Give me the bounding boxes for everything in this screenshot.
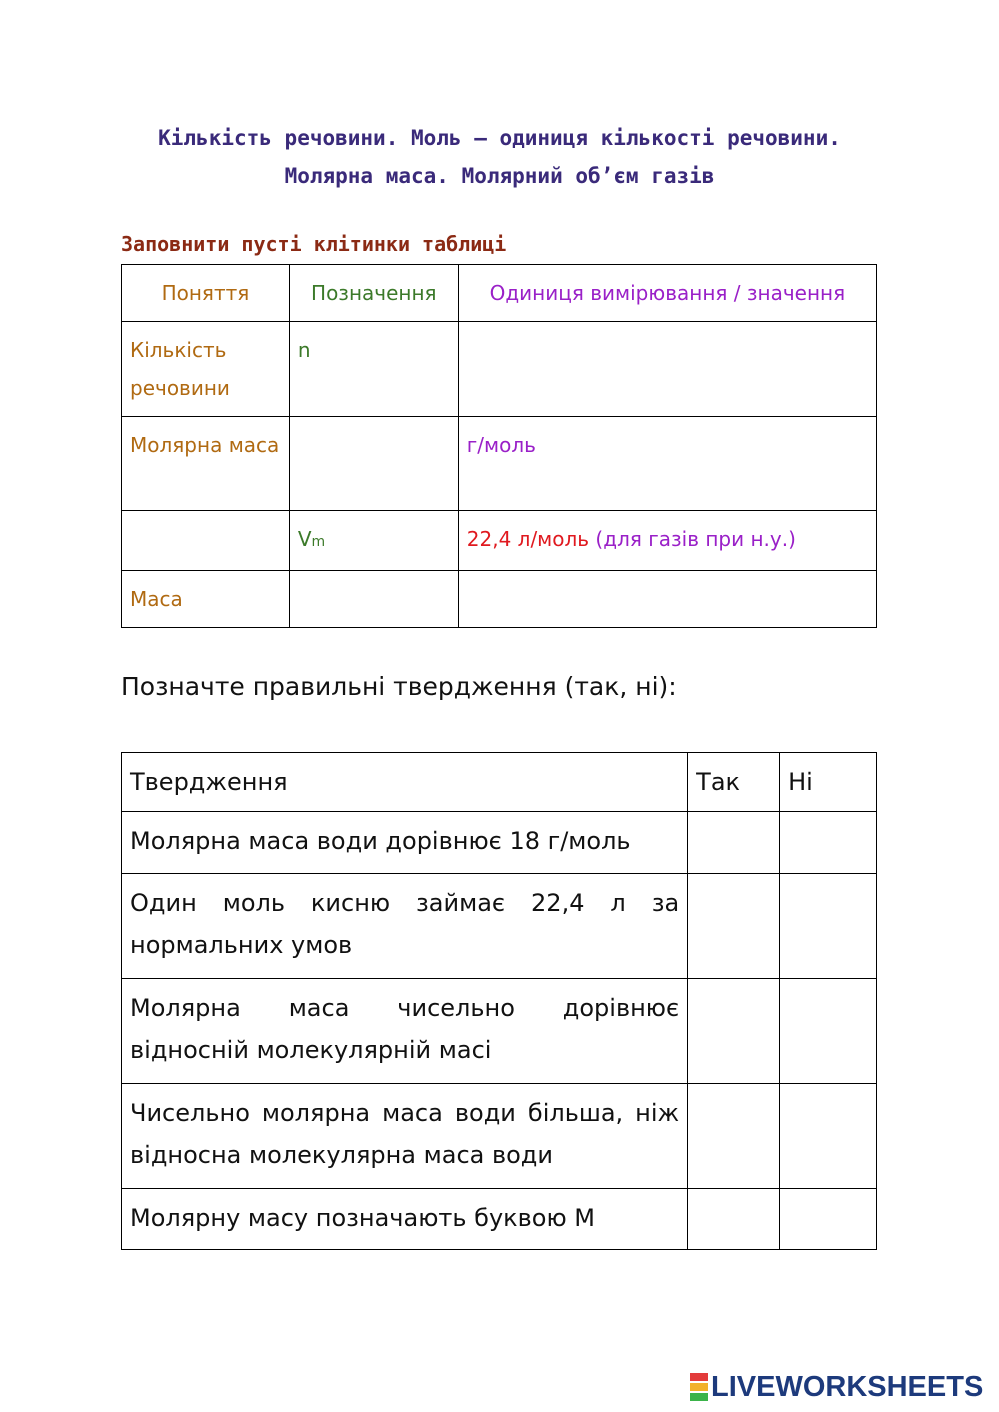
concept-cell: Молярна маса (122, 417, 290, 511)
concepts-table-header (122, 265, 877, 322)
statements-prompt: Позначте правильні твердження (так, ні): (121, 672, 677, 701)
statements-table (121, 752, 877, 1250)
no-cell[interactable] (780, 979, 877, 1084)
concept-cell: Маса (122, 571, 290, 628)
table-row (122, 322, 877, 417)
statement-cell: Чисельно молярна маса води більша, ніж відносна молекулярна маса води (122, 1084, 688, 1189)
table-instruction: Заповнити пусті клітинки таблиці (121, 232, 507, 256)
unit-cell (458, 511, 876, 571)
unit-note: (для газів при н.у.) (589, 527, 796, 551)
symbol-subscript: m (311, 534, 326, 550)
concept-cell: Кількість речовини (122, 322, 290, 417)
worksheet-title-line1: Кількість речовини. Моль – одиниця кількості речовини. (158, 126, 841, 150)
statement-cell: Молярна маса води дорівнює 18 г/моль (122, 812, 688, 874)
statement-cell: Молярна маса чисельно дорівнює відносній молекулярній масі (122, 979, 688, 1084)
yes-cell[interactable] (688, 1189, 780, 1250)
unit-cell: г/моль (458, 417, 876, 511)
no-cell[interactable] (780, 1084, 877, 1189)
statement-cell: Один моль кисню займає 22,4 л за нормальних умов (122, 874, 688, 979)
yes-cell[interactable] (688, 979, 780, 1084)
no-cell[interactable] (780, 874, 877, 979)
concept-input-cell[interactable] (122, 511, 290, 571)
symbol-cell (289, 511, 458, 571)
header-statement: Твердження (122, 753, 688, 812)
logo-mark-bar (690, 1373, 708, 1381)
logo-mark-icon (690, 1372, 708, 1402)
no-cell[interactable] (780, 1189, 877, 1250)
header-unit: Одиниця вимірювання / значення (458, 265, 876, 322)
header-concept: Поняття (122, 265, 290, 322)
symbol-main: V (297, 527, 312, 551)
concepts-table (121, 264, 877, 628)
unit-input-cell[interactable] (458, 322, 876, 417)
table-row (122, 1189, 877, 1250)
no-cell[interactable] (780, 812, 877, 874)
symbol-cell: n (289, 322, 458, 417)
logo-text: LIVEWORKSHEETS (711, 1370, 984, 1403)
symbol-input-cell[interactable] (289, 417, 458, 511)
yes-cell[interactable] (688, 874, 780, 979)
unit-input-cell[interactable] (458, 571, 876, 628)
worksheet-title-line2: Молярна маса. Молярний об’єм газів (284, 164, 715, 188)
table-row (122, 571, 877, 628)
table-row (122, 1084, 877, 1189)
statement-cell: Молярну масу позначають буквою М (122, 1189, 688, 1250)
statements-table-header (122, 753, 877, 812)
header-no: Ні (780, 753, 877, 812)
unit-value: 22,4 л/моль (466, 527, 590, 551)
table-row (122, 417, 877, 511)
header-symbol: Позначення (289, 265, 458, 322)
table-row (122, 812, 877, 874)
table-row (122, 511, 877, 571)
table-row (122, 874, 877, 979)
logo-mark-bar (690, 1383, 708, 1391)
table-row (122, 979, 877, 1084)
yes-cell[interactable] (688, 1084, 780, 1189)
yes-cell[interactable] (688, 812, 780, 874)
symbol-input-cell[interactable] (289, 571, 458, 628)
liveworksheets-logo (690, 1371, 983, 1403)
header-yes: Так (688, 753, 780, 812)
logo-mark-bar (690, 1393, 708, 1401)
